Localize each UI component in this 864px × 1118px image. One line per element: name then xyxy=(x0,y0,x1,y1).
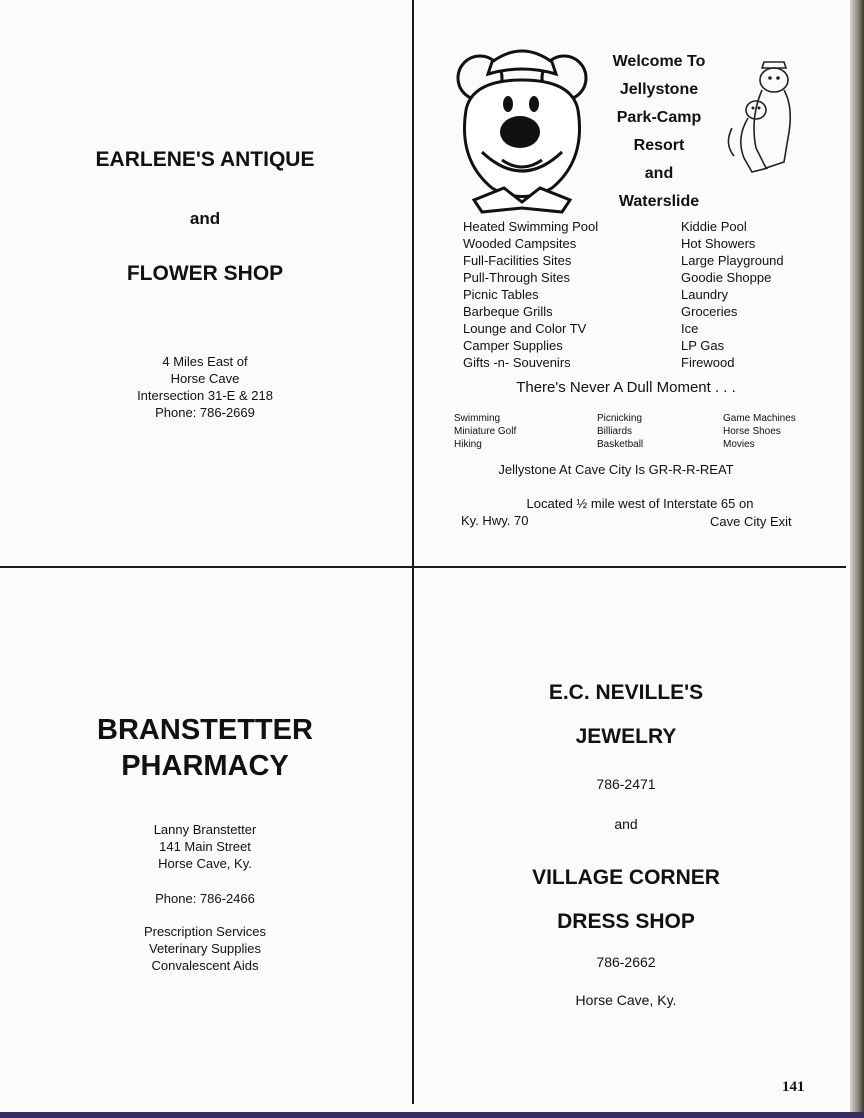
bear-head-illustration xyxy=(452,40,592,215)
address-line: 141 Main Street xyxy=(159,839,251,854)
earlene-subtitle: FLOWER SHOP xyxy=(126,262,284,285)
address-line: 4 Miles East of xyxy=(162,354,248,369)
jellystone-highway: Ky. Hwy. 70 xyxy=(461,513,529,528)
jellystone-heading xyxy=(590,48,728,216)
village-corner-title: VILLAGE CORNER xyxy=(532,866,720,889)
service-line: Convalescent Aids xyxy=(151,958,259,973)
dress-shop-phone: 786-2662 xyxy=(596,954,656,970)
amenity-item: Kiddie Pool xyxy=(681,219,747,234)
activities-col-2 xyxy=(597,412,643,451)
branstetter-title xyxy=(0,712,410,784)
activity-item: Hiking xyxy=(454,439,482,450)
earlene-and: and xyxy=(189,209,221,228)
activities-col-1 xyxy=(454,412,516,451)
neville-subtitle: JEWELRY xyxy=(575,725,677,748)
amenities-left xyxy=(463,218,598,371)
amenity-item: Hot Showers xyxy=(681,236,756,251)
jellystone-slogan: Jellystone At Cave City Is GR-R-R-REAT xyxy=(498,462,734,477)
bears-illustration xyxy=(722,58,804,180)
address-line: Horse Cave, Ky. xyxy=(158,856,252,871)
service-line: Prescription Services xyxy=(143,924,267,939)
amenity-item: Gifts -n- Souvenirs xyxy=(463,355,571,370)
vertical-divider xyxy=(412,0,414,1104)
service-line: Veterinary Supplies xyxy=(148,941,261,956)
neville-city: Horse Cave, Ky. xyxy=(575,992,677,1008)
address-line: Intersection 31-E & 218 xyxy=(137,388,273,403)
amenity-item: Heated Swimming Pool xyxy=(463,219,599,234)
address-line: Phone: 786-2669 xyxy=(155,405,255,420)
neville-phone: 786-2471 xyxy=(596,776,656,792)
amenity-item: Goodie Shoppe xyxy=(681,270,772,285)
jellystone-tagline: There's Never A Dull Moment . . . xyxy=(516,379,736,396)
jellystone-location: Located ½ mile west of Interstate 65 on xyxy=(526,496,754,511)
bottom-edge xyxy=(0,1112,864,1118)
activity-item: Game Machines xyxy=(723,413,796,424)
amenity-item: Camper Supplies xyxy=(463,338,563,353)
activity-item: Basketball xyxy=(597,439,644,450)
page-number: 141 xyxy=(782,1079,805,1095)
address-line: Horse Cave xyxy=(170,371,240,386)
amenity-item: Lounge and Color TV xyxy=(463,321,587,336)
activity-item: Horse Shoes xyxy=(723,426,781,437)
heading-line: Welcome To xyxy=(612,53,706,70)
neville-and: and xyxy=(614,816,638,832)
amenity-item: Groceries xyxy=(681,304,738,319)
amenity-item: Large Playground xyxy=(681,253,784,268)
amenity-item: Picnic Tables xyxy=(463,287,539,302)
heading-line: Jellystone xyxy=(619,81,699,98)
branstetter-services xyxy=(0,923,410,974)
title-line: PHARMACY xyxy=(121,750,289,782)
activity-item: Picnicking xyxy=(597,413,643,424)
heading-line: Resort xyxy=(633,137,685,154)
earlene-address xyxy=(0,353,410,421)
amenity-item: Firewood xyxy=(681,355,735,370)
amenity-item: Barbeque Grills xyxy=(463,304,553,319)
amenity-item: Pull-Through Sites xyxy=(463,270,570,285)
activities-col-3 xyxy=(723,412,796,451)
heading-line: Waterslide xyxy=(618,193,700,210)
address-line: Lanny Branstetter xyxy=(153,822,257,837)
amenity-item: Ice xyxy=(681,321,699,336)
amenity-item: LP Gas xyxy=(681,338,725,353)
branstetter-phone: Phone: 786-2466 xyxy=(155,891,255,906)
amenity-item: Wooded Campsites xyxy=(463,236,577,251)
dress-shop-title: DRESS SHOP xyxy=(557,910,695,933)
amenity-item: Laundry xyxy=(681,287,728,302)
jellystone-exit: Cave City Exit xyxy=(710,514,792,529)
neville-title: E.C. NEVILLE'S xyxy=(548,681,704,704)
activity-item: Billiards xyxy=(597,426,633,437)
activity-item: Swimming xyxy=(454,413,501,424)
earlene-title: EARLENE'S ANTIQUE xyxy=(95,148,315,171)
heading-line: Park-Camp xyxy=(616,109,702,126)
amenities-right xyxy=(681,218,784,371)
amenity-item: Full-Facilities Sites xyxy=(463,253,572,268)
branstetter-address xyxy=(0,821,410,872)
horizontal-divider xyxy=(0,566,846,568)
title-line: BRANSTETTER xyxy=(97,714,313,746)
page-edge xyxy=(850,0,864,1118)
heading-line: and xyxy=(644,165,674,182)
activity-item: Miniature Golf xyxy=(454,426,517,437)
activity-item: Movies xyxy=(723,439,755,450)
